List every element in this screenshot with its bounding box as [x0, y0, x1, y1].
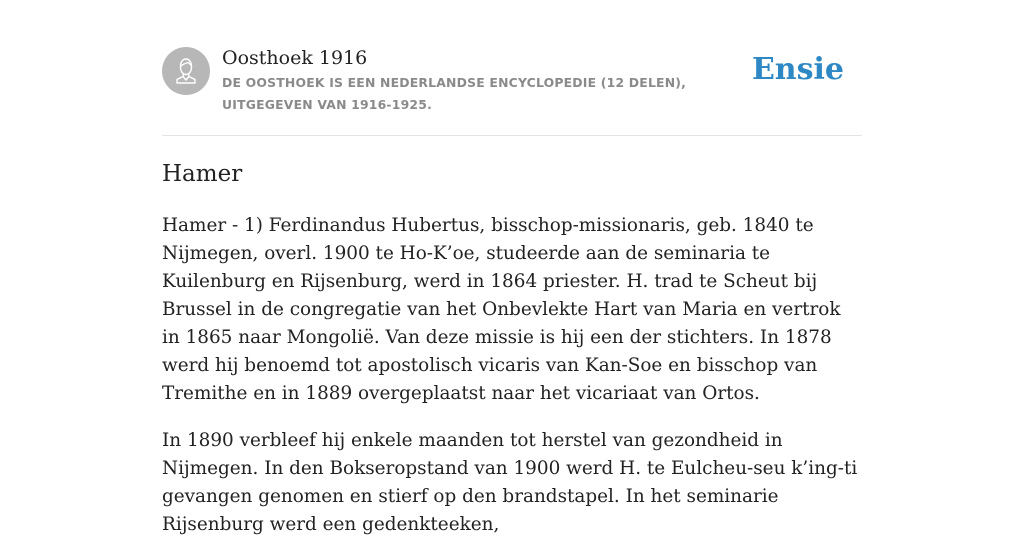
article-body: [162, 212, 864, 558]
source-description: DE OOSTHOEK IS EEN NEDERLANDSE ENCYCLOPEDIE (12 DELEN), UITGEGEVEN VAN 1916-1925.: [222, 75, 687, 112]
article-title: Hamer: [162, 161, 243, 187]
header-divider: [162, 135, 862, 136]
article-paragraph: Hamer - 1) Ferdinandus Hubertus, bisschop-missionaris, geb. 1840 te Nijmegen, overl. 1900 te Ho-K’oe, studeerde aan de seminaria te Kuilenburg en Rijsenburg, werd in 1864 priester. H. trad te Scheut bij Brussel in de congregatie van het Onbevlekte Hart van Maria en vertrok in 1865 naar Mongolië. Van deze missie is hij een der stichters. In 1878 werd hij benoemd tot apostolisch vicaris van Kan-Soe en bisschop van Tremithe en in 1889 overgeplaatst naar het vicariaat van Ortos.: [162, 215, 841, 404]
article-paragraph: In 1890 verbleef hij enkele maanden tot herstel van gezondheid in Nijmegen. In den Bokseropstand van 1900 werd H. te Eulcheu-seu k’ing-ti gevangen genomen en stierf op den brandstapel. In het seminarie Rijsenburg werd een gedenkteeken,: [162, 430, 858, 535]
ensie-logo-link[interactable]: Ensie: [751, 52, 844, 87]
user-silhouette-icon[interactable]: [162, 47, 210, 95]
source-title[interactable]: Oosthoek 1916: [222, 47, 368, 69]
source-header: [162, 46, 862, 136]
